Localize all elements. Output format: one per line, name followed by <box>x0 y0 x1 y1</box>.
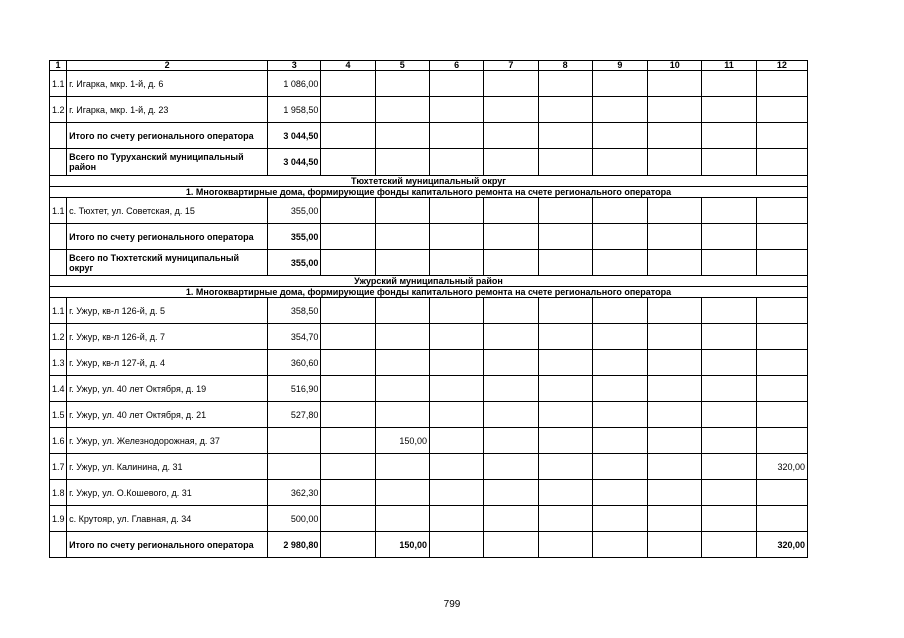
table-row <box>50 454 808 480</box>
total-district-row <box>50 149 808 176</box>
value-cell-5 <box>375 402 429 428</box>
col-header: 11 <box>702 61 756 71</box>
address-cell: г. Ужур, ул. О.Кошевого, д. 31 <box>67 480 268 506</box>
value-cell-3: 362,30 <box>268 480 321 506</box>
value-cell-5 <box>375 324 429 350</box>
total-operator-row <box>50 532 808 558</box>
row-number: 1.4 <box>50 376 67 402</box>
value-cell-3: 527,80 <box>268 402 321 428</box>
value-cell-3: 516,90 <box>268 376 321 402</box>
value-cell-12 <box>756 376 807 402</box>
value-cell-12 <box>756 71 807 97</box>
total-value-3: 3 044,50 <box>268 123 321 149</box>
value-cell-3: 360,60 <box>268 350 321 376</box>
address-cell: г. Игарка, мкр. 1-й, д. 6 <box>67 71 268 97</box>
row-number: 1.1 <box>50 298 67 324</box>
col-header: 6 <box>429 61 483 71</box>
row-number: 1.2 <box>50 324 67 350</box>
row-number: 1.5 <box>50 402 67 428</box>
col-header: 3 <box>268 61 321 71</box>
section-title-row <box>50 276 808 287</box>
table-row <box>50 428 808 454</box>
table-row <box>50 480 808 506</box>
capital-repair-table <box>49 60 808 558</box>
address-cell: г. Ужур, ул. 40 лет Октября, д. 21 <box>67 402 268 428</box>
table-row <box>50 402 808 428</box>
address-cell: с. Тюхтет, ул. Советская, д. 15 <box>67 198 268 224</box>
address-cell: г. Игарка, мкр. 1-й, д. 23 <box>67 97 268 123</box>
value-cell-3 <box>268 454 321 480</box>
page-number: 799 <box>443 599 461 610</box>
value-cell-12 <box>756 402 807 428</box>
value-cell-5 <box>375 350 429 376</box>
value-cell-3: 500,00 <box>268 506 321 532</box>
total-label: Итого по счету регионального оператора <box>67 123 268 149</box>
total-district-row <box>50 250 808 276</box>
col-header: 7 <box>484 61 538 71</box>
value-cell-5 <box>375 97 429 123</box>
table-row <box>50 97 808 123</box>
row-number: 1.1 <box>50 198 67 224</box>
row-number: 1.7 <box>50 454 67 480</box>
section-subtitle-row <box>50 187 808 198</box>
total-label: Итого по счету регионального оператора <box>67 224 268 250</box>
value-cell-5 <box>375 506 429 532</box>
row-number: 1.1 <box>50 71 67 97</box>
value-cell-12 <box>756 324 807 350</box>
total-label: Всего по Туруханский муниципальный район <box>67 149 268 176</box>
section-subtitle: 1. Многоквартирные дома, формирующие фонды капитального ремонта на счете регионального оператора <box>50 287 808 298</box>
value-cell-5: 150,00 <box>375 428 429 454</box>
table-row <box>50 376 808 402</box>
row-number: 1.2 <box>50 97 67 123</box>
table-row <box>50 350 808 376</box>
address-cell: г. Ужур, ул. 40 лет Октября, д. 19 <box>67 376 268 402</box>
col-header: 8 <box>538 61 592 71</box>
value-cell-12 <box>756 198 807 224</box>
total-value-12: 320,00 <box>756 532 807 558</box>
total-value-3: 355,00 <box>268 250 321 276</box>
total-value-5: 150,00 <box>375 532 429 558</box>
address-cell: г. Ужур, ул. Калинина, д. 31 <box>67 454 268 480</box>
total-label: Всего по Тюхтетский муниципальный округ <box>67 250 268 276</box>
value-cell-12 <box>756 298 807 324</box>
col-header: 9 <box>592 61 647 71</box>
value-cell-5 <box>375 480 429 506</box>
section-title: Ужурский муниципальный район <box>50 276 808 287</box>
address-cell: г. Ужур, кв-л 126-й, д. 7 <box>67 324 268 350</box>
col-header: 5 <box>375 61 429 71</box>
row-number: 1.3 <box>50 350 67 376</box>
value-cell-5 <box>375 376 429 402</box>
row-number: 1.9 <box>50 506 67 532</box>
value-cell-12 <box>756 506 807 532</box>
total-operator-row <box>50 224 808 250</box>
header-row <box>50 61 808 71</box>
table-row <box>50 298 808 324</box>
value-cell-3 <box>268 428 321 454</box>
value-cell-12 <box>756 480 807 506</box>
table-row <box>50 198 808 224</box>
col-header: 10 <box>648 61 702 71</box>
value-cell-3: 1 086,00 <box>268 71 321 97</box>
total-value-3: 355,00 <box>268 224 321 250</box>
section-title: Тюхтетский муниципальный округ <box>50 176 808 187</box>
table-row <box>50 71 808 97</box>
value-cell-3: 1 958,50 <box>268 97 321 123</box>
value-cell-5 <box>375 454 429 480</box>
address-cell: с. Крутояр, ул. Главная, д. 34 <box>67 506 268 532</box>
address-cell: г. Ужур, кв-л 126-й, д. 5 <box>67 298 268 324</box>
total-label: Итого по счету регионального оператора <box>67 532 268 558</box>
total-value-3: 3 044,50 <box>268 149 321 176</box>
row-number: 1.8 <box>50 480 67 506</box>
col-header: 1 <box>50 61 67 71</box>
value-cell-5 <box>375 71 429 97</box>
section-subtitle: 1. Многоквартирные дома, формирующие фонды капитального ремонта на счете регионального оператора <box>50 187 808 198</box>
col-header: 2 <box>67 61 268 71</box>
col-header: 4 <box>321 61 375 71</box>
total-value-3: 2 980,80 <box>268 532 321 558</box>
value-cell-5 <box>375 298 429 324</box>
value-cell-3: 354,70 <box>268 324 321 350</box>
value-cell-3: 358,50 <box>268 298 321 324</box>
table-row <box>50 324 808 350</box>
total-operator-row <box>50 123 808 149</box>
section-subtitle-row <box>50 287 808 298</box>
address-cell: г. Ужур, ул. Железнодорожная, д. 37 <box>67 428 268 454</box>
section-title-row <box>50 176 808 187</box>
value-cell-12: 320,00 <box>756 454 807 480</box>
value-cell-5 <box>375 198 429 224</box>
value-cell-3: 355,00 <box>268 198 321 224</box>
value-cell-12 <box>756 97 807 123</box>
row-number: 1.6 <box>50 428 67 454</box>
value-cell-12 <box>756 350 807 376</box>
col-header: 12 <box>756 61 807 71</box>
address-cell: г. Ужур, кв-л 127-й, д. 4 <box>67 350 268 376</box>
value-cell-12 <box>756 428 807 454</box>
table-row <box>50 506 808 532</box>
